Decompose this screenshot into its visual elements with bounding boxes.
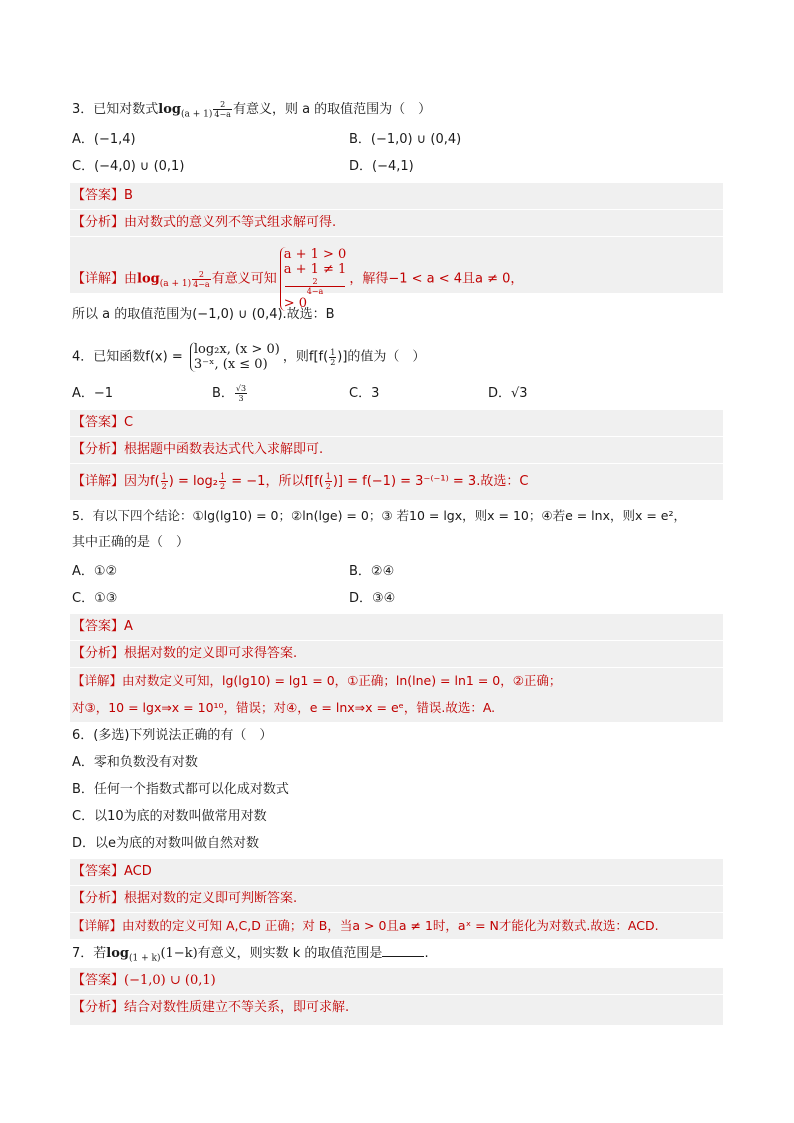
q4-detail: 【详解】因为f( $\frac{1}{2}$ ) = log₂ $\frac{1}{2}$ = −1，所以f[f( $\frac{1}{2}$ )] = f(−1) = 3⁻⁽⁻¹⁾ = 3.故选：C: [72, 472, 529, 491]
q3-option-c: C．(−4,0) ∪ (0,1): [72, 159, 185, 174]
q4-answer-box: [70, 410, 723, 436]
q3-option-a: A．(−1,4): [72, 132, 136, 147]
q6-detail: 【详解】由对数的定义可知 A,C,D 正确；对 B，当a > 0且a ≠ 1时，aˣ = N才能化为对数式.故选：ACD.: [72, 918, 659, 933]
q4-analysis: 【分析】根据题中函数表达式代入求解即可.: [72, 442, 324, 457]
q6-option-a: A．零和负数没有对数: [72, 755, 198, 770]
q5-option-b: B．②④: [349, 564, 395, 579]
q6-option-d: D．以e为底的对数叫做自然对数: [72, 836, 260, 851]
q5-analysis: 【分析】根据对数的定义即可求得答案.: [72, 646, 298, 661]
q4-option-a: A．−1: [72, 386, 114, 401]
q3-stem: 3．已知对数式$\log_{(a + 1)}$ $\frac{2}{4-a}$ 有意义，则 a 的取值范围为（ ）: [72, 100, 432, 120]
q5-option-d: D．③④: [349, 591, 396, 606]
q4-option-b: B． $\frac{√3}{3}$: [212, 384, 247, 403]
q4-option-d: D．√3: [488, 386, 528, 401]
q5-answer-box: [70, 614, 723, 640]
q3-option-d: D．(−4,1): [349, 159, 414, 174]
q4-stem: 4．已知函数f(x) = log₂x, (x > 0) 3⁻ˣ, (x ≤ 0) ，则f[f( $\frac{1}{2}$ )]的值为（ ）: [72, 342, 426, 372]
q5-option-c: C．①③: [72, 591, 118, 606]
q4-option-c: C．3: [349, 386, 380, 401]
q7-stem: 7．若$\log_{(1 + k)}(1-k)$有意义，则实数 k 的取值范围是 .: [72, 946, 429, 964]
q6-stem: 6．(多选)下列说法正确的有（ ）: [72, 728, 273, 743]
q6-answer: 【答案】ACD: [72, 864, 152, 879]
q7-analysis: 【分析】结合对数性质建立不等关系，即可求解.: [72, 1000, 350, 1015]
q3-option-b: B．(−1,0) ∪ (0,4): [349, 132, 462, 147]
q3-analysis: 【分析】由对数式的意义列不等式组求解可得.: [72, 215, 337, 230]
q6-option-b: B．任何一个指数式都可以化成对数式: [72, 782, 289, 797]
q5-stem-line2: 其中正确的是（ ）: [72, 535, 190, 550]
q3-conclusion: 所以 a 的取值范围为(−1,0) ∪ (0,4).故选：B: [72, 307, 335, 322]
q4-piecewise: log₂x, (x > 0) 3⁻ˣ, (x ≤ 0): [190, 342, 280, 372]
q5-stem-line1: 5．有以下四个结论：①lg(lg10) = 0；②ln(lge) = 0；③ 若10 = lgx，则x = 10；④若e = lnx，则x = e²，: [72, 508, 686, 523]
q7-answer-blank: [382, 956, 424, 957]
q3-inequality-system: a + 1 > 0 a + 1 ≠ 1 2 4−a > 0: [280, 247, 347, 311]
q5-option-a: A．①②: [72, 564, 118, 579]
q3-answer: 【答案】B: [72, 188, 133, 203]
q6-analysis: 【分析】根据对数的定义即可判断答案.: [72, 891, 298, 906]
q7-answer: 【答案】(−1,0) ∪ (0,1): [72, 973, 216, 988]
q6-option-c: C．以10为底的对数叫做常用对数: [72, 809, 267, 824]
q5-detail-line2: 对③，10 = lgx⇒x = 10¹⁰，错误；对④，e = lnx⇒x = eᵉ，错误.故选：A.: [72, 700, 496, 715]
q6-answer-box: [70, 859, 723, 885]
q5-answer: 【答案】A: [72, 619, 133, 634]
q4-answer: 【答案】C: [72, 415, 134, 430]
q5-detail: 【详解】由对数定义可知，lg(lg10) = lg1 = 0，①正确；ln(lne) = ln1 = 0，②正确；: [72, 673, 562, 688]
q3-detail: 【详解】由$\log_{(a + 1)}$ $\frac{2}{4-a}$ 有意义可知 a + 1 > 0 a + 1 ≠ 1 2 4−a > 0 ，解得−1 < a < 4且a ≠ 0，: [72, 247, 524, 311]
q3-answer-box: [70, 183, 723, 209]
